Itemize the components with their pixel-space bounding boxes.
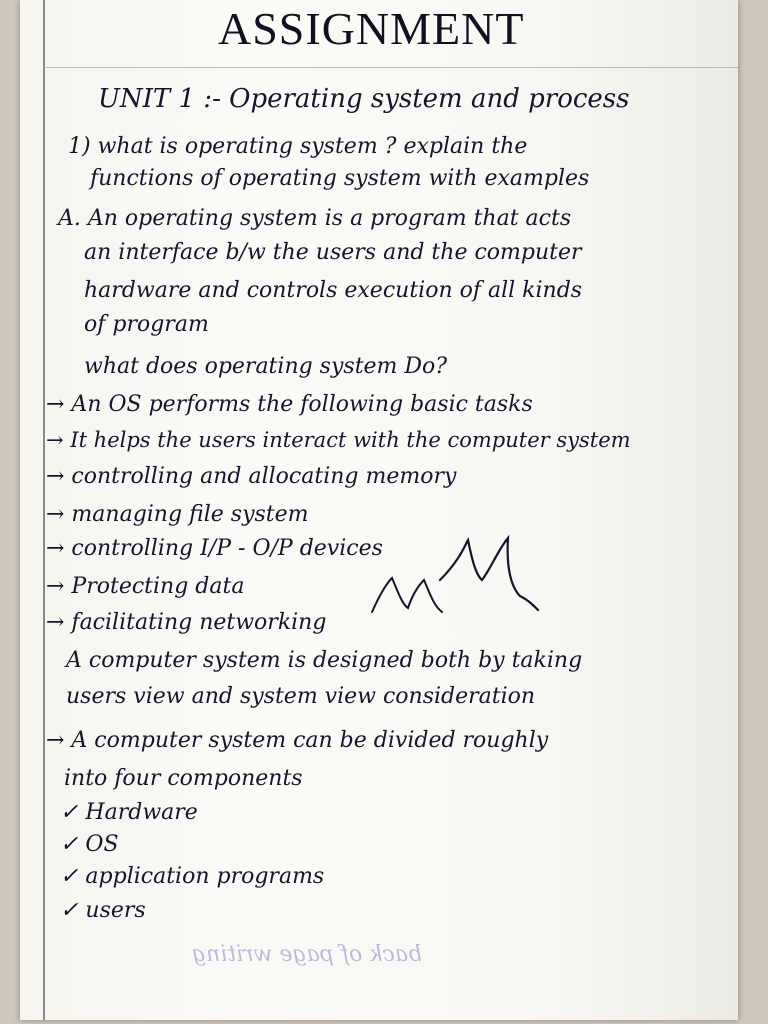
- components-intro-line-2: into four components: [64, 766, 303, 791]
- question-line-1: 1) what is operating system ? explain the: [68, 134, 528, 159]
- task-item: → facilitating networking: [46, 610, 327, 635]
- task-item: → An OS performs the following basic tasks: [46, 392, 533, 417]
- components-intro-line-1: → A computer system can be divided roughly: [46, 728, 549, 753]
- task-item: → It helps the users interact with the computer system: [46, 428, 631, 452]
- answer-line-1: A. An operating system is a program that acts: [58, 206, 572, 231]
- question-line-2: functions of operating system with examples: [90, 166, 590, 191]
- component-item: ✓ application programs: [60, 864, 325, 889]
- ink-bleed-through: back of page writing: [192, 942, 423, 967]
- decorative-doodle: [20, 0, 738, 1020]
- design-line-1: A computer system is designed both by taking: [66, 648, 583, 673]
- assignment-title: ASSIGNMENT: [218, 3, 525, 54]
- task-item: → managing file system: [46, 502, 309, 527]
- component-item: ✓ users: [60, 898, 146, 923]
- notebook-page: [20, 0, 738, 1020]
- component-item: ✓ OS: [60, 832, 119, 857]
- answer-line-4: of program: [84, 312, 209, 337]
- subheading: what does operating system Do?: [84, 354, 448, 379]
- unit-heading: UNIT 1 :- Operating system and process: [98, 84, 630, 114]
- design-line-2: users view and system view consideration: [66, 684, 536, 709]
- answer-line-2: an interface b/w the users and the computer: [84, 240, 582, 265]
- component-item: ✓ Hardware: [60, 800, 198, 825]
- task-item: → controlling and allocating memory: [46, 464, 457, 489]
- task-item: → Protecting data: [46, 574, 245, 599]
- answer-line-3: hardware and controls execution of all kinds: [84, 278, 583, 303]
- task-item: → controlling I/P - O/P devices: [46, 536, 383, 561]
